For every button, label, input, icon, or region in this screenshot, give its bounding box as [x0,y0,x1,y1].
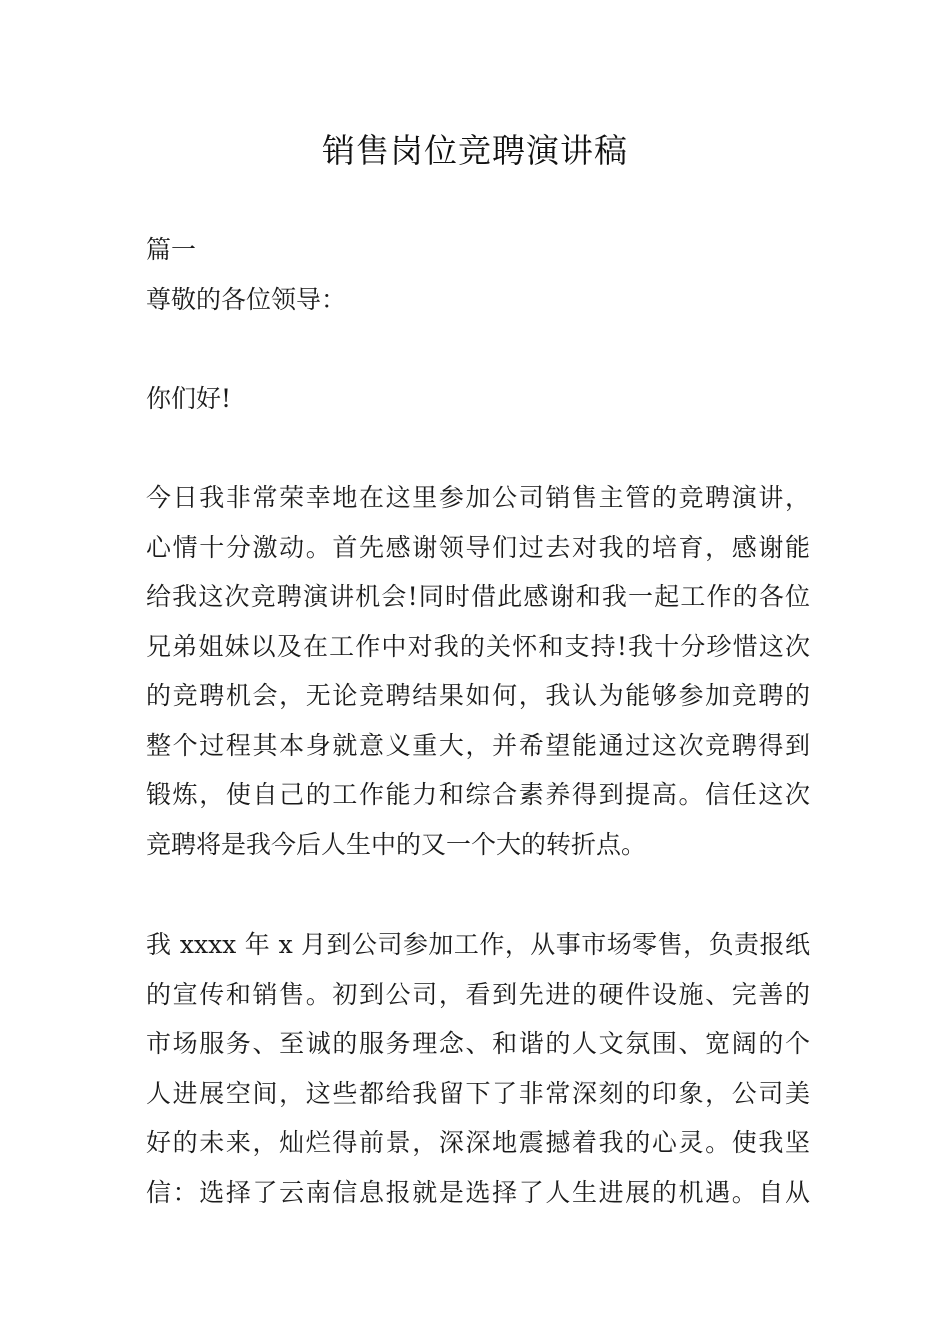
paragraph-line: 给我这次竞聘演讲机会!同时借此感谢和我一起工作的各位 [146,582,810,611]
paragraph-line: 心情十分激动。首先感谢领导们过去对我的培育，感谢能 [146,532,810,562]
paragraph-line: 信：选择了云南信息报就是选择了人生进展的机遇。自从 [146,1177,810,1207]
paragraph-line: 的宣传和销售。初到公司，看到先进的硬件设施、完善的 [146,979,810,1009]
salutation: 尊敬的各位领导： [146,284,347,314]
paragraph-line: 整个过程其本身就意义重大，并希望能通过这次竞聘得到 [146,730,810,760]
greeting: 你们好! [146,384,232,413]
paragraph-line: 兄弟姐妹以及在工作中对我的关怀和支持!我十分珍惜这次 [146,631,810,661]
paragraph-line: 竞聘将是我今后人生中的又一个大的转折点。 [146,829,647,859]
paragraph-line: 的竞聘机会，无论竞聘结果如何，我认为能够参加竞聘的 [146,681,810,710]
document-title: 销售岗位竞聘演讲稿 [322,131,628,170]
greeting-block [146,374,810,424]
section-label: 篇一 [146,235,197,264]
paragraph-line: 今日我非常荣幸地在这里参加公司销售主管的竞聘演讲， [146,483,810,512]
paragraph-line: 好的未来，灿烂得前景，深深地震撼着我的心灵。使我坚 [146,1128,810,1157]
paragraph-line: 市场服务、至诚的服务理念、和谐的人文氛围、宽阔的个 [146,1029,810,1058]
paragraph-2 [146,920,810,1217]
paragraph-line: 我 xxxx 年 x 月到公司参加工作，从事市场零售，负责报纸 [146,930,810,959]
paragraph-1 [146,473,810,869]
paragraph-line: 人进展空间，这些都给我留下了非常深刻的印象，公司美 [146,1078,810,1108]
section-label-block [146,225,810,324]
paragraph-line: 锻炼，使自己的工作能力和综合素养得到提高。信任这次 [146,780,810,809]
